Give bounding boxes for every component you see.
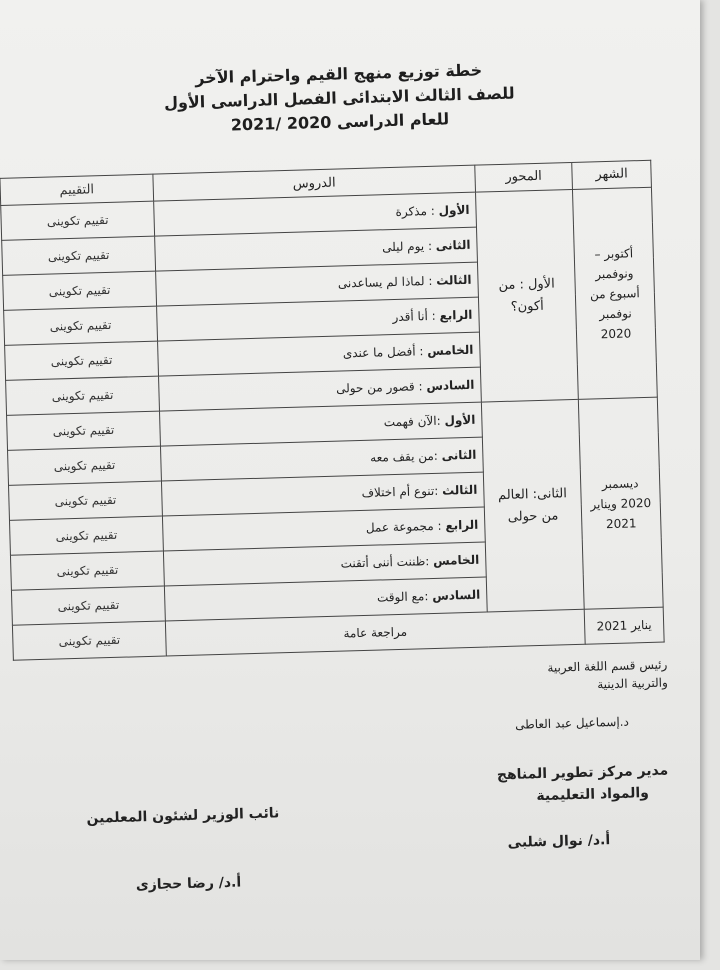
lesson-separator: :	[424, 589, 433, 604]
axis-cell: الثانى: العالم من حولى	[481, 399, 584, 612]
lesson-separator: :	[415, 344, 428, 359]
signature-head-arabic-dept	[467, 655, 669, 735]
lesson-title: مذكرة	[395, 204, 428, 219]
document-header	[138, 57, 540, 140]
lesson-number: السادس	[432, 587, 481, 604]
month-cell: ديسمبر 2020 ويناير 2021	[578, 397, 663, 609]
signature-curriculum-center	[428, 760, 670, 857]
lesson-title: أفضل ما عندى	[342, 344, 416, 361]
lesson-separator: :	[433, 448, 442, 463]
lesson-number: الأول	[444, 412, 476, 428]
header-lessons: الدروس	[153, 165, 476, 201]
lesson-separator: :	[414, 379, 427, 394]
title-line-3: للعام الدراسى 2020 /2021	[230, 109, 450, 135]
axis-cell: الأول : من أكون؟	[476, 189, 579, 402]
signature-deputy-minister	[39, 802, 281, 899]
evaluation-cell: تقييم تكوينى	[12, 621, 166, 660]
month-cell: أكتوبر – ونوفمبر أسبوع من نوفمبر 2020	[572, 187, 657, 399]
lesson-number: الثانى	[441, 447, 477, 463]
lesson-title: يوم ليلى	[381, 239, 425, 255]
lesson-separator: :	[433, 518, 446, 533]
lesson-title: لماذا لم يساعدنى	[337, 274, 425, 291]
lesson-title: الآن فهمت	[383, 413, 437, 430]
lesson-title: مع الوقت	[376, 589, 425, 605]
lesson-title: من يقف معه	[369, 448, 435, 465]
evaluation-cell: تقييم تكوينى	[9, 481, 163, 520]
lesson-number: الخامس	[432, 552, 480, 568]
lesson-number: السادس	[426, 377, 475, 394]
title-line-2: للصف الثالث الابتدائى الفصل الدراسى الأول	[163, 83, 515, 113]
lesson-separator: :	[425, 553, 434, 569]
lesson-number: الرابع	[445, 517, 479, 533]
signature-title: والتربية الدينية	[597, 675, 668, 692]
lesson-number: الثالث	[436, 272, 472, 288]
header-evaluation: التقييم	[0, 174, 154, 205]
lesson-title: قصور من حولى	[335, 379, 415, 396]
lesson-number: الرابع	[439, 307, 473, 323]
signature-name: أ.د/ رضا حجازى	[135, 874, 242, 894]
evaluation-cell: تقييم تكوينى	[7, 411, 161, 450]
evaluation-cell: تقييم تكوينى	[5, 341, 159, 380]
lesson-title: مجموعة عمل	[365, 518, 434, 535]
lesson-title: أنا أقدر	[392, 309, 429, 325]
signature-title: مدير مركز تطوير المناهج	[496, 762, 669, 784]
lesson-separator: :	[423, 238, 437, 254]
curriculum-plan-table	[0, 160, 665, 661]
lesson-separator: :	[436, 413, 445, 428]
lesson-number: الثانى	[435, 237, 471, 253]
lesson-separator: :	[434, 483, 443, 498]
signature-title: رئيس قسم اللغة العربية	[547, 657, 668, 675]
evaluation-cell: تقييم تكوينى	[6, 376, 160, 415]
review-cell: مراجعة عامة	[165, 609, 585, 656]
evaluation-cell: تقييم تكوينى	[9, 516, 163, 555]
evaluation-cell: تقييم تكوينى	[1, 201, 155, 240]
lesson-number: الثالث	[441, 482, 478, 498]
signature-title: نائب الوزير لشئون المعلمين	[86, 805, 280, 827]
evaluation-cell: تقييم تكوينى	[4, 306, 158, 345]
lesson-separator: :	[427, 308, 440, 324]
month-cell: يناير 2021	[584, 607, 664, 644]
lesson-separator: :	[424, 273, 437, 289]
lesson-title: ظننت أننى أتقنت	[340, 554, 426, 571]
lesson-title: تنوع أم اختلاف	[361, 483, 435, 500]
evaluation-cell: تقييم تكوينى	[10, 551, 164, 590]
lesson-number: الأول	[438, 202, 470, 218]
evaluation-cell: تقييم تكوينى	[11, 586, 165, 625]
signature-title: والمواد التعليمية	[536, 785, 650, 805]
signature-name: د.إسماعيل عبد العاطى	[514, 714, 630, 732]
header-month: الشهر	[572, 160, 652, 189]
evaluation-cell: تقييم تكوينى	[8, 446, 162, 485]
lesson-number: الخامس	[427, 342, 474, 359]
evaluation-cell: تقييم تكوينى	[3, 271, 157, 310]
signature-name: أ.د/ نوال شلبى	[507, 832, 611, 852]
header-axis: المحور	[475, 162, 573, 192]
title-line-1: خطة توزيع منهج القيم واحترام الآخر	[194, 60, 483, 88]
lesson-separator: :	[426, 203, 439, 219]
evaluation-cell: تقييم تكوينى	[2, 236, 156, 275]
